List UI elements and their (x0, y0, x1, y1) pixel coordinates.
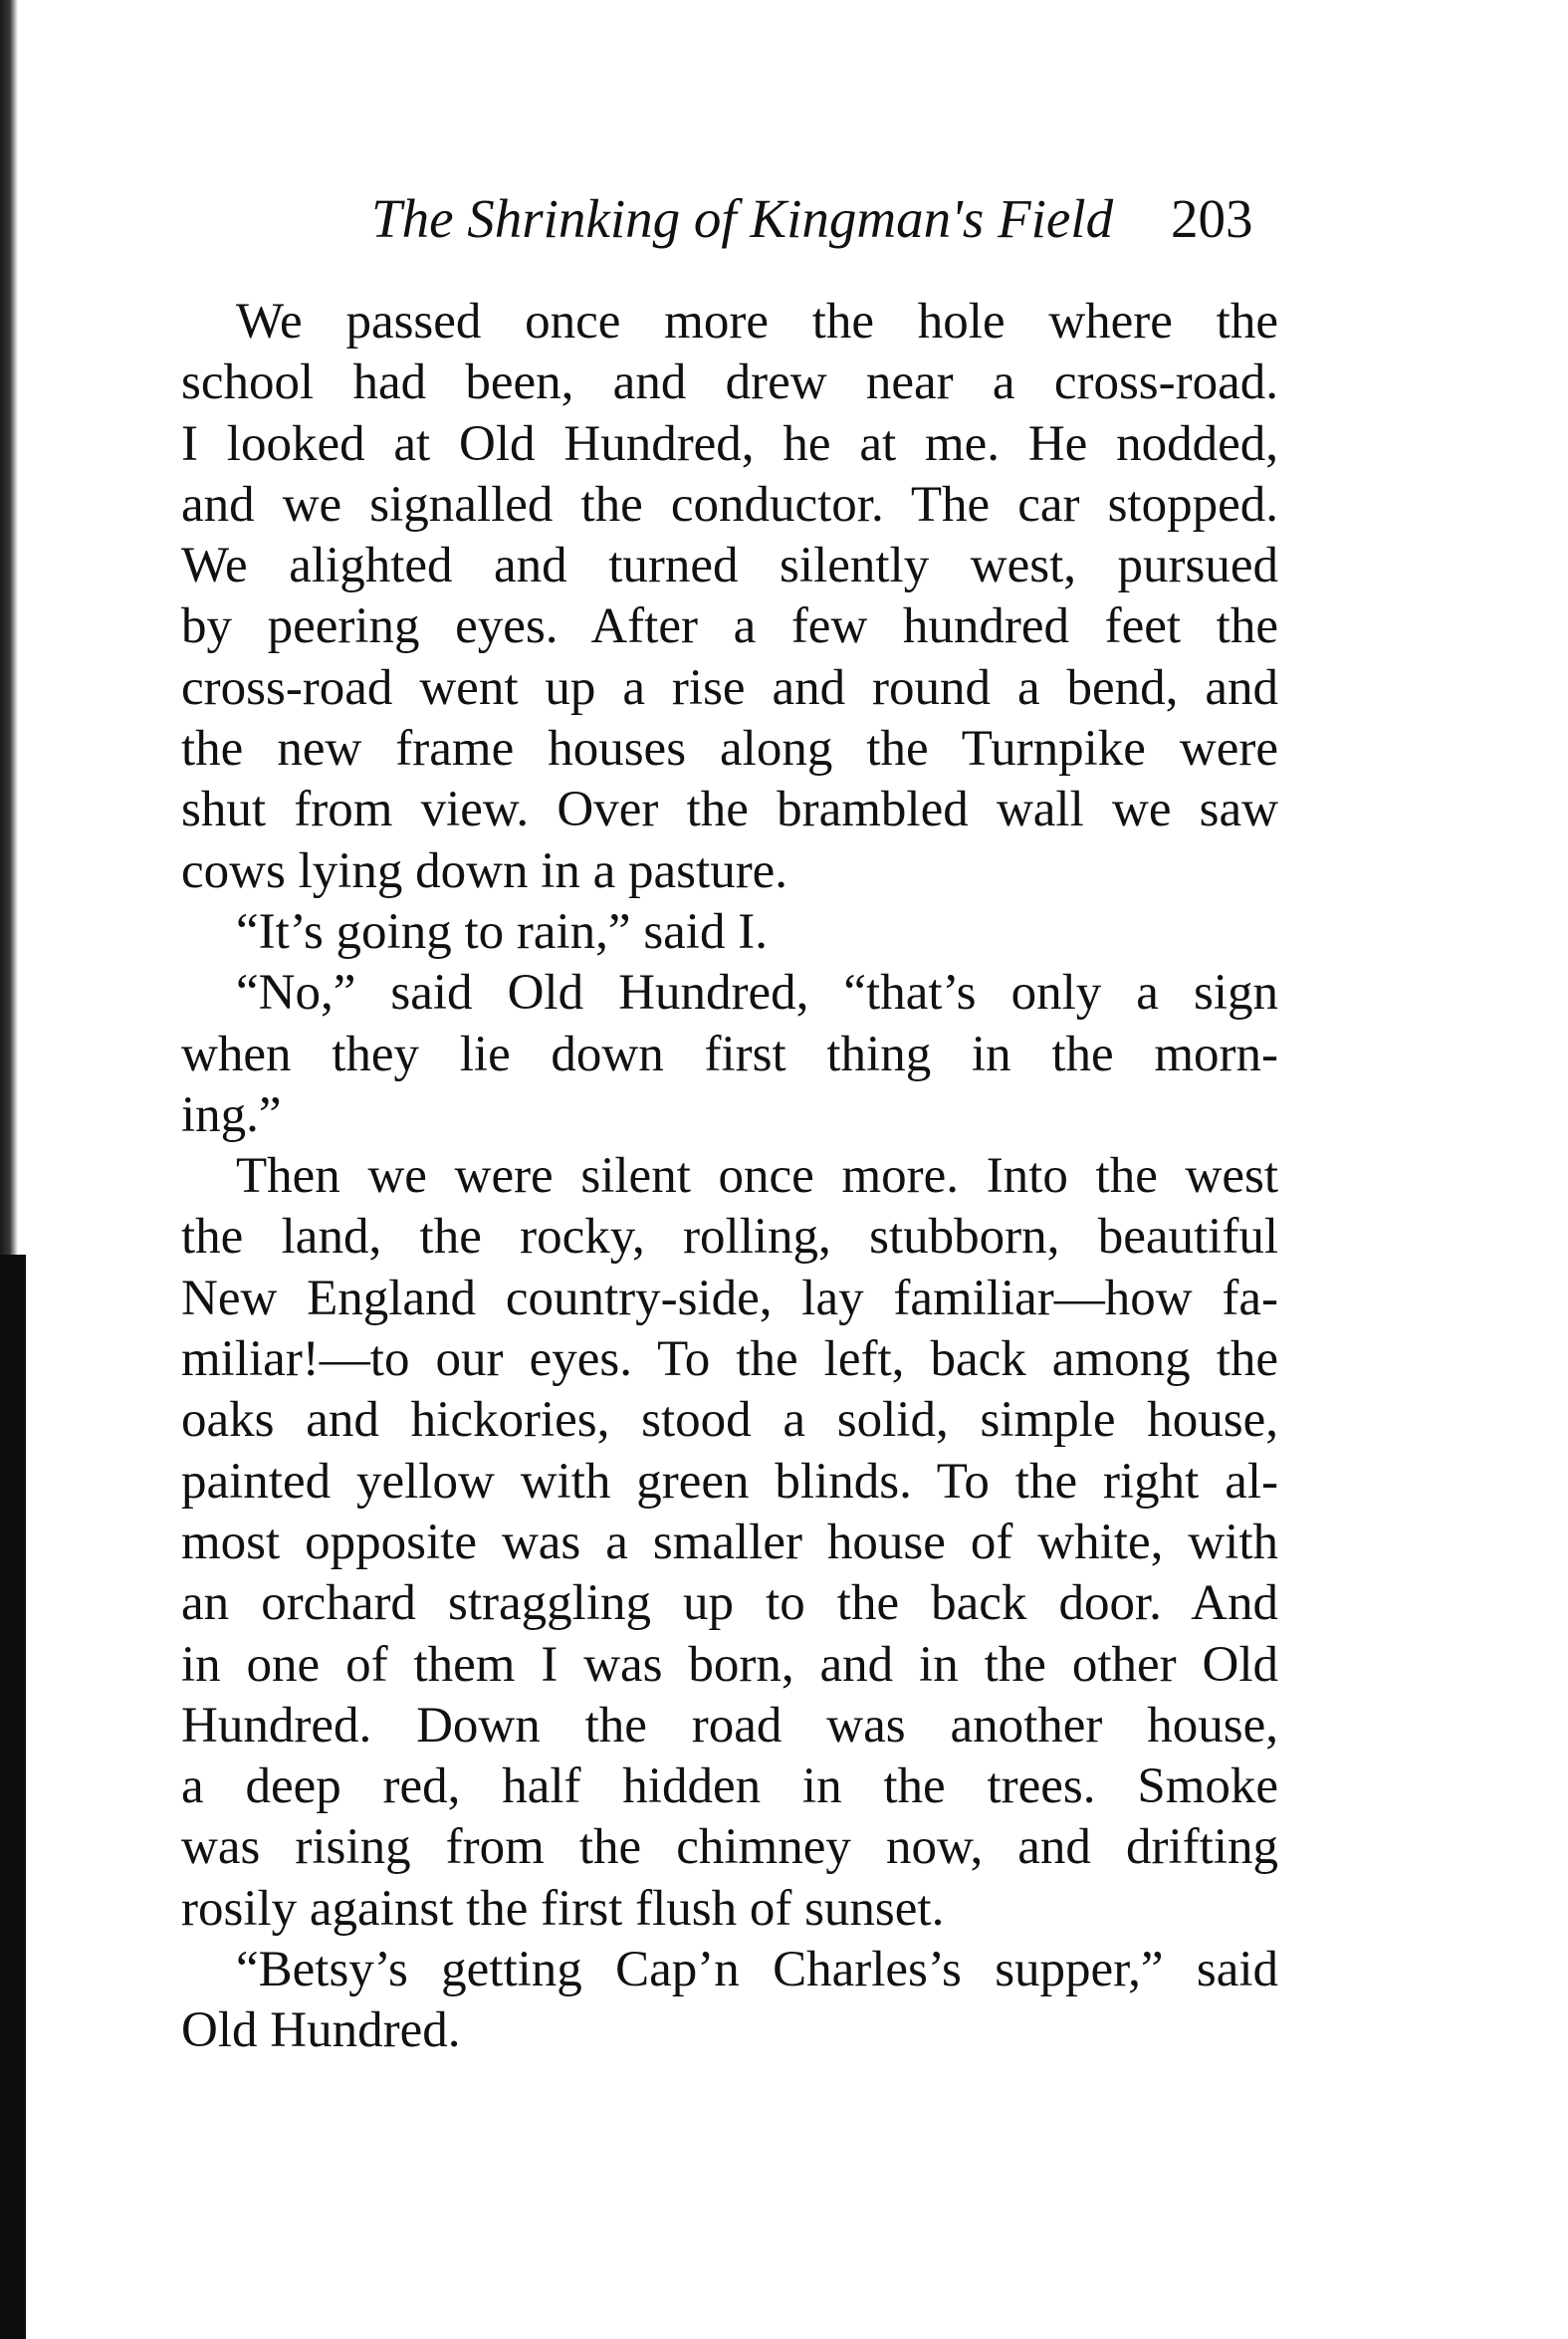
page-number: 203 (1171, 188, 1253, 249)
text-line: We alighted and turned silently west, pursued (181, 538, 1278, 594)
text-line: Old Hundred. (181, 2002, 461, 2059)
text-line: in one of them I was born, and in the other Old (181, 1636, 1278, 1693)
text-line: rosily against the first flush of sunset. (181, 1880, 945, 1937)
text-line: Then we were silent once more. Into the west (236, 1148, 1278, 1205)
text-line: a deep red, half hidden in the trees. Smoke (181, 1758, 1278, 1815)
text-line: “It’s going to rain,” said I. (236, 903, 768, 960)
text-line: an orchard straggling up to the back door. And (181, 1575, 1278, 1632)
page-header (0, 187, 1568, 267)
text-line: and we signalled the conductor. The car stopped. (181, 476, 1278, 533)
text-line: New England country-side, lay familiar—how fa- (181, 1270, 1278, 1326)
text-line: cows lying down in a pasture. (181, 842, 788, 899)
text-line: the land, the rocky, rolling, stubborn, beautiful (181, 1209, 1278, 1266)
text-line: cross-road went up a rise and round a bend, and (181, 659, 1278, 716)
text-line: painted yellow with green blinds. To the right al- (181, 1453, 1278, 1510)
text-line: by peering eyes. After a few hundred feet the (181, 598, 1278, 655)
text-line: was rising from the chimney now, and drifting (181, 1819, 1278, 1876)
text-line: I looked at Old Hundred, he at me. He nodded, (181, 415, 1278, 472)
text-line: miliar!—to our eyes. To the left, back among the (181, 1331, 1278, 1388)
text-line: school had been, and drew near a cross-road. (181, 354, 1278, 411)
text-line: “Betsy’s getting Cap’n Charles’s supper,” said (236, 1942, 1278, 1998)
text-line: the new frame houses along the Turnpike were (181, 721, 1278, 778)
text-line: ing.” (181, 1086, 282, 1143)
text-line: most opposite was a smaller house of white, with (181, 1514, 1278, 1570)
text-line: oaks and hickories, stood a solid, simple house, (181, 1392, 1278, 1449)
body-text (181, 292, 1278, 2062)
binding-gutter-streak (0, 1255, 26, 2339)
text-line: We passed once more the hole where the (236, 294, 1278, 350)
text-line: when they lie down first thing in the morn- (181, 1026, 1278, 1082)
text-line: shut from view. Over the brambled wall we saw (181, 782, 1278, 838)
text-line: “No,” said Old Hundred, “that’s only a sign (236, 965, 1278, 1022)
text-line: Hundred. Down the road was another house, (181, 1697, 1278, 1754)
running-title: The Shrinking of Kingman's Field (371, 188, 1114, 249)
